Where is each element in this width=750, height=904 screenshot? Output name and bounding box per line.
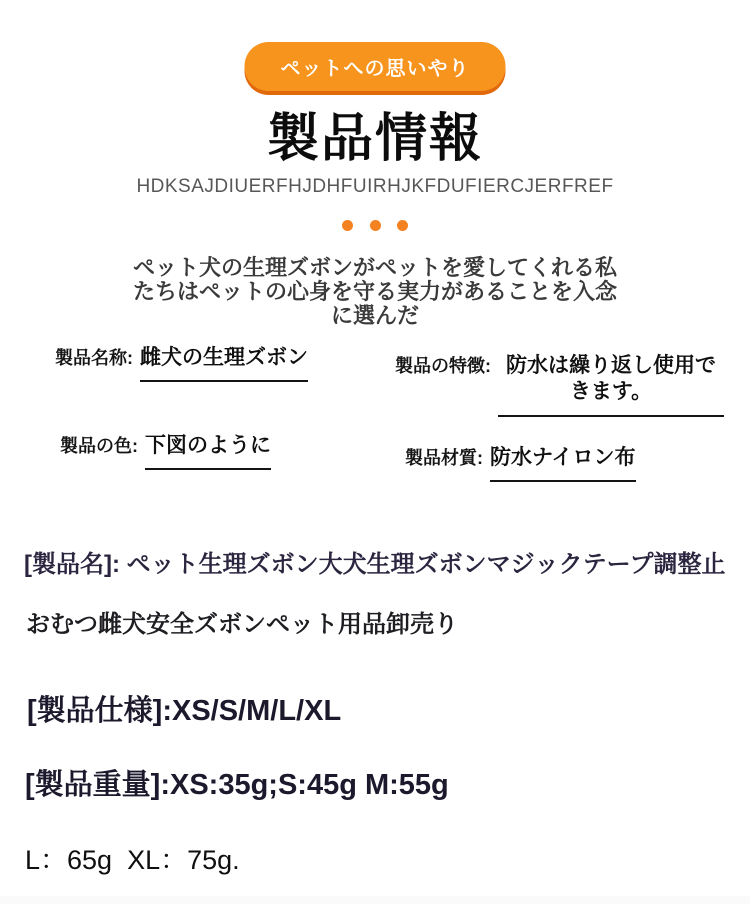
spec-product-name	[55, 344, 308, 382]
dot-icon	[370, 220, 381, 231]
product-name-line-1: [製品名]: ペット生理ズボン大犬生理ズボンマジックテープ調整止	[24, 551, 726, 578]
product-weight-line-2: L：65g XL：75g.	[25, 845, 240, 875]
product-name-line-2: おむつ雌犬安全ズボンペット用品卸売り	[26, 611, 458, 638]
spec-product-color	[60, 432, 271, 470]
spec-product-feature-label: 製品の特徴:	[395, 356, 491, 376]
dot-icon	[397, 220, 408, 231]
code-text: HDKSAJDIUERFHJDHFUIRHJKFDUFIERCJERFREF	[136, 176, 614, 197]
spec-product-material-label: 製品材質:	[405, 448, 483, 468]
dot-icon	[342, 220, 353, 231]
spec-product-name-label: 製品名称:	[55, 348, 133, 368]
spec-product-feature-value: 防水は繰り返し使用できます。	[498, 353, 724, 417]
spec-product-color-value: 下図のように	[145, 433, 271, 470]
care-badge	[245, 42, 506, 91]
product-weight-line-1: [製品重量]:XS:35g;S:45g M:55g	[25, 769, 449, 801]
intro-paragraph	[0, 256, 750, 328]
intro-line: たちはペットの心身を守る実力があることを入念	[132, 279, 617, 304]
spec-product-material-value: 防水ナイロン布	[490, 445, 636, 482]
intro-line: に選んだ	[330, 303, 419, 328]
spec-product-material	[405, 444, 636, 482]
spec-product-color-label: 製品の色:	[60, 436, 138, 456]
footer-strip	[0, 896, 750, 904]
page-title: 製品情報	[266, 110, 483, 168]
care-badge-label: ペットへの思いやり	[280, 58, 470, 80]
spec-product-name-value: 雌犬の生理ズボン	[140, 345, 308, 382]
intro-line: ペット犬の生理ズボンがペットを愛してくれる私	[132, 255, 617, 280]
spec-product-feature	[395, 352, 724, 417]
product-sizes-line: [製品仕様]:XS/S/M/L/XL	[27, 695, 342, 727]
dots-divider	[0, 220, 750, 231]
